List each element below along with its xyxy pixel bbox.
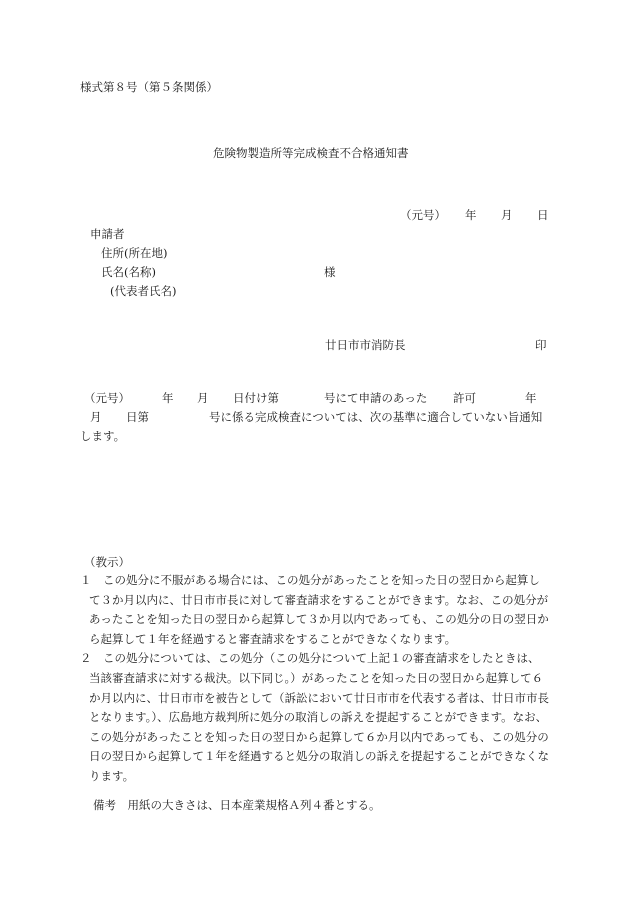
body-applied: 号にて申請のあった: [324, 391, 428, 405]
body-day-no: 日第: [126, 410, 149, 424]
instruction-item-1: １ この処分に不服がある場合には、この処分があったことを知った日の翌日から起算して３か月以内に、廿日市市長に対して審査請求をすることができます。なお、この処分があったことを知った日の翌日から起算して３か月以内であっても、この処分の日の翌日から起算して１年を経過すると審査請求をすることができなくなります。: [80, 573, 549, 646]
body-permit: 許可: [453, 391, 476, 405]
form-number: 様式第８号（第５条関係）: [80, 80, 218, 94]
instructions-list: [80, 571, 550, 787]
instruction-item-2: ２ この処分については、この処分（この処分について上記１の審査請求をしたときは、当該審査請求に対する裁決。以下同じ。）があったことを知った日の翌日から起算して６か月以内に、廿日市市を被告として（訴訟において廿日市市を代表する者は、廿日市市長となります。）、広島地方裁判所に処分の取消しの訴えを提起することができます。なお、この処分があったことを知った日の翌日から起算して６か月以内であっても、この処分の日の翌日から起算して１年を経過すると処分の取消しの訴えを提起することができなくなります。: [80, 651, 549, 783]
name-label: 氏名(名称): [101, 265, 156, 279]
honorific: 様: [324, 265, 336, 279]
seal-mark: 印: [535, 338, 547, 352]
body-line3: します。: [80, 429, 126, 443]
instructions-heading: （教示）: [84, 555, 130, 569]
address-label: 住所(所在地): [101, 246, 168, 260]
applicant-heading: 申請者: [90, 227, 125, 241]
remarks: 備考 用紙の大きさは、日本産業規格Ａ列４番とする。: [93, 798, 381, 812]
date-era: （元号）: [400, 208, 446, 222]
issuer-name: 廿日市市消防長: [325, 338, 406, 352]
body-era: （元号）: [84, 391, 130, 405]
date-year: 年: [465, 208, 477, 222]
date-month: 月: [501, 208, 513, 222]
body-month: 月: [197, 391, 209, 405]
body-line2-text: 号に係る完成検査については、次の基準に適合していない旨通知: [209, 410, 543, 424]
document-title: 危険物製造所等完成検査不合格通知書: [213, 146, 409, 160]
representative-label: (代表者氏名): [110, 284, 177, 298]
body-year2: 年: [525, 391, 537, 405]
body-dated-no: 日付け第: [233, 391, 279, 405]
body-year: 年: [162, 391, 174, 405]
date-day: 日: [537, 208, 549, 222]
body-month2: 月: [90, 410, 102, 424]
